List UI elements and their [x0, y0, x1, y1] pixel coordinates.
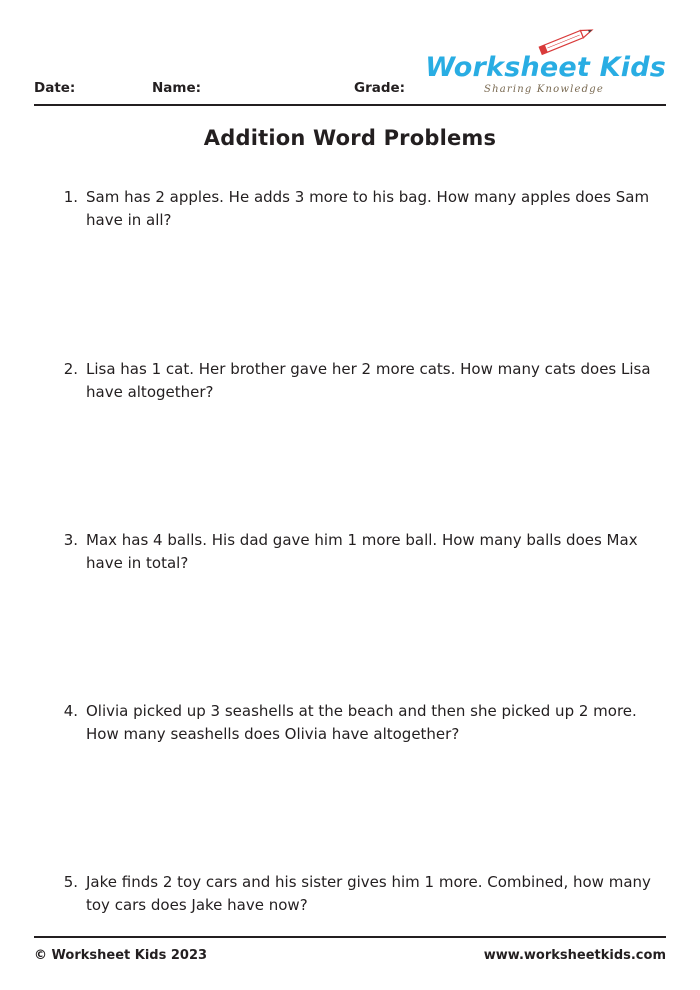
date-label: Date:: [34, 80, 76, 96]
list-item: [56, 358, 666, 404]
list-item: [56, 871, 666, 917]
problem-text: Max has 4 balls. His dad gave him 1 more ball. How many balls does Max have in total?: [86, 531, 638, 572]
page-title: Addition Word Problems: [203, 126, 497, 150]
website-link[interactable]: www.worksheetkids.com: [483, 948, 666, 963]
problem-text: Sam has 2 apples. He adds 3 more to his bag. How many apples does Sam have in all?: [86, 188, 650, 229]
name-label: Name:: [152, 80, 202, 96]
list-item: [56, 186, 666, 232]
problem-number: 5.: [63, 873, 78, 891]
header-divider: [34, 104, 666, 106]
brand-name: Worksheet Kids: [425, 52, 666, 83]
problem-text: Lisa has 1 cat. Her brother gave her 2 more cats. How many cats does Lisa have altogether?: [86, 360, 651, 401]
copyright-text: © Worksheet Kids 2023: [34, 948, 208, 963]
list-item: [56, 529, 666, 575]
page-footer: [34, 948, 666, 968]
footer-divider: [34, 936, 666, 938]
problem-number: 3.: [63, 531, 78, 549]
list-item: [56, 700, 666, 746]
problem-list: [56, 186, 666, 917]
problem-number: 1.: [63, 188, 78, 206]
answer-space: [56, 575, 666, 700]
grade-label: Grade:: [354, 80, 406, 96]
brand-tagline: Sharing Knowledge: [484, 84, 604, 95]
problem-text: Jake finds 2 toy cars and his sister gives him 1 more. Combined, how many toy cars does Jake have now?: [86, 873, 651, 914]
answer-space: [56, 746, 666, 871]
answer-space: [56, 404, 666, 529]
problem-text: Olivia picked up 3 seashells at the beach and then she picked up 2 more. How many seashells does Olivia have altogether?: [86, 702, 637, 743]
answer-space: [56, 232, 666, 358]
problem-number: 2.: [63, 360, 78, 378]
problem-number: 4.: [63, 702, 78, 720]
student-meta-row: [34, 80, 666, 104]
